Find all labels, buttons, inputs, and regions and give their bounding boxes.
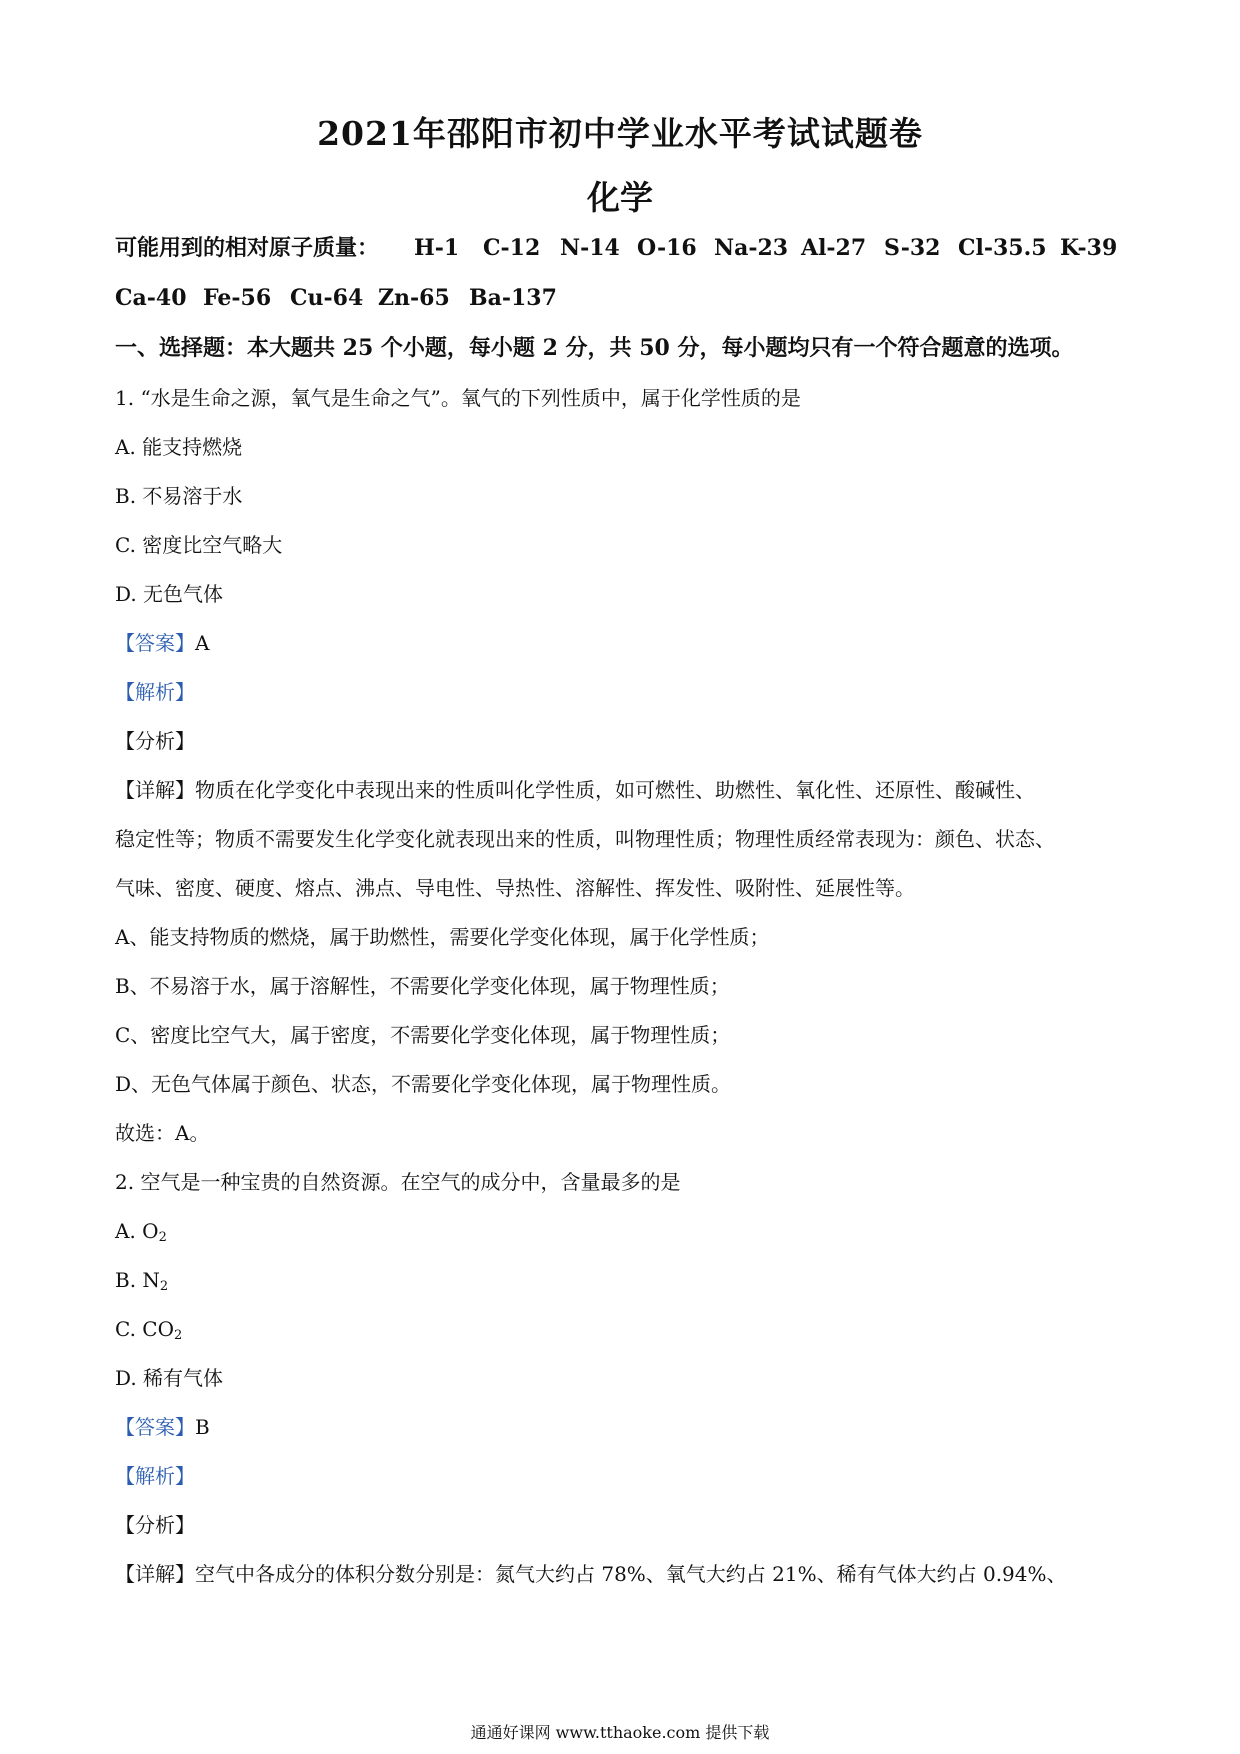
atomic-mass: N-14 (560, 235, 620, 261)
detail-line: D、无色气体属于颜色、状态，不需要化学变化体现，属于物理性质。 (115, 1072, 732, 1096)
detail-text: 物质在化学变化中表现出来的性质叫化学性质，如可燃性、助燃性、氧化性、还原性、酸碱性、 (195, 778, 1035, 802)
atomic-mass: Al-27 (801, 235, 867, 261)
answer-label: 【答案】 (115, 1415, 195, 1439)
atomic-mass: H-1 (414, 235, 460, 261)
option-c: C. 密度比空气略大 (115, 533, 283, 557)
fenxi-label: 【分析】 (115, 1513, 195, 1537)
atomic-mass: Zn-65 (378, 285, 450, 311)
answer-line (115, 628, 209, 658)
detail-line (115, 1559, 1067, 1589)
exam-title: 2021年邵阳市初中学业水平考试试题卷 (317, 114, 923, 153)
atomic-mass: C-12 (483, 235, 541, 261)
fenxi-label: 【分析】 (115, 729, 195, 753)
detail-line: B、不易溶于水，属于溶解性，不需要化学变化体现，属于物理性质； (115, 974, 730, 998)
option-b: B. 不易溶于水 (115, 484, 243, 508)
atomic-mass: Cu-64 (290, 285, 364, 311)
detail-label: 【详解】 (115, 1562, 195, 1586)
atomic-mass: K-39 (1060, 235, 1118, 261)
analysis-label: 【解析】 (115, 1464, 195, 1488)
option-d: D. 稀有气体 (115, 1366, 224, 1390)
atomic-mass: Cl-35.5 (958, 235, 1047, 261)
footer-watermark[interactable]: 通通好课网 www.tthaoke.com 提供下载 (470, 1723, 770, 1742)
subject-title: 化学 (587, 178, 653, 217)
option-c: C. $CO_2$ (115, 1317, 183, 1343)
atomic-mass: Ba-137 (469, 285, 557, 311)
answer-value: B (195, 1415, 210, 1439)
atomic-mass: S-32 (884, 235, 941, 261)
detail-line: 稳定性等；物质不需要发生化学变化就表现出来的性质，叫物理性质；物理性质经常表现为：颜色、状态、 (115, 827, 1055, 851)
answer-line (115, 1412, 210, 1442)
atomic-mass: Na-23 (714, 235, 789, 261)
atomic-mass-label: 可能用到的相对原子质量： (115, 235, 380, 261)
detail-line: C、密度比空气大，属于密度，不需要化学变化体现，属于物理性质； (115, 1023, 731, 1047)
answer-label: 【答案】 (115, 631, 195, 655)
conclusion-line: 故选：A。 (115, 1121, 210, 1145)
section-heading: 一、选择题：本大题共 25 个小题，每小题 2 分，共 50 分，每小题均只有一个符合题意的选项。 (115, 335, 1074, 361)
atomic-mass: O-16 (637, 235, 697, 261)
option-d: D. 无色气体 (115, 582, 224, 606)
question-stem: 1. “水是生命之源，氧气是生命之气”。氧气的下列性质中，属于化学性质的是 (115, 386, 801, 410)
question-stem: 2. 空气是一种宝贵的自然资源。在空气的成分中，含量最多的是 (115, 1170, 681, 1194)
detail-line: A、能支持物质的燃烧，属于助燃性，需要化学变化体现，属于化学性质； (115, 925, 770, 949)
option-a: A. 能支持燃烧 (115, 435, 243, 459)
analysis-label: 【解析】 (115, 680, 195, 704)
option-a: A. $O_2$ (115, 1219, 167, 1245)
atomic-mass: Ca-40 (115, 285, 187, 311)
atomic-mass: Fe-56 (203, 285, 272, 311)
option-b: B. $N_2$ (115, 1268, 169, 1294)
detail-text: 空气中各成分的体积分数分别是：氮气大约占 78%、氧气大约占 21%、稀有气体大约占 0.94%、 (195, 1562, 1067, 1586)
detail-line: 气味、密度、硬度、熔点、沸点、导电性、导热性、溶解性、挥发性、吸附性、延展性等。 (115, 876, 915, 900)
detail-line (115, 775, 1035, 805)
answer-value: A (195, 631, 210, 655)
detail-label: 【详解】 (115, 778, 195, 802)
